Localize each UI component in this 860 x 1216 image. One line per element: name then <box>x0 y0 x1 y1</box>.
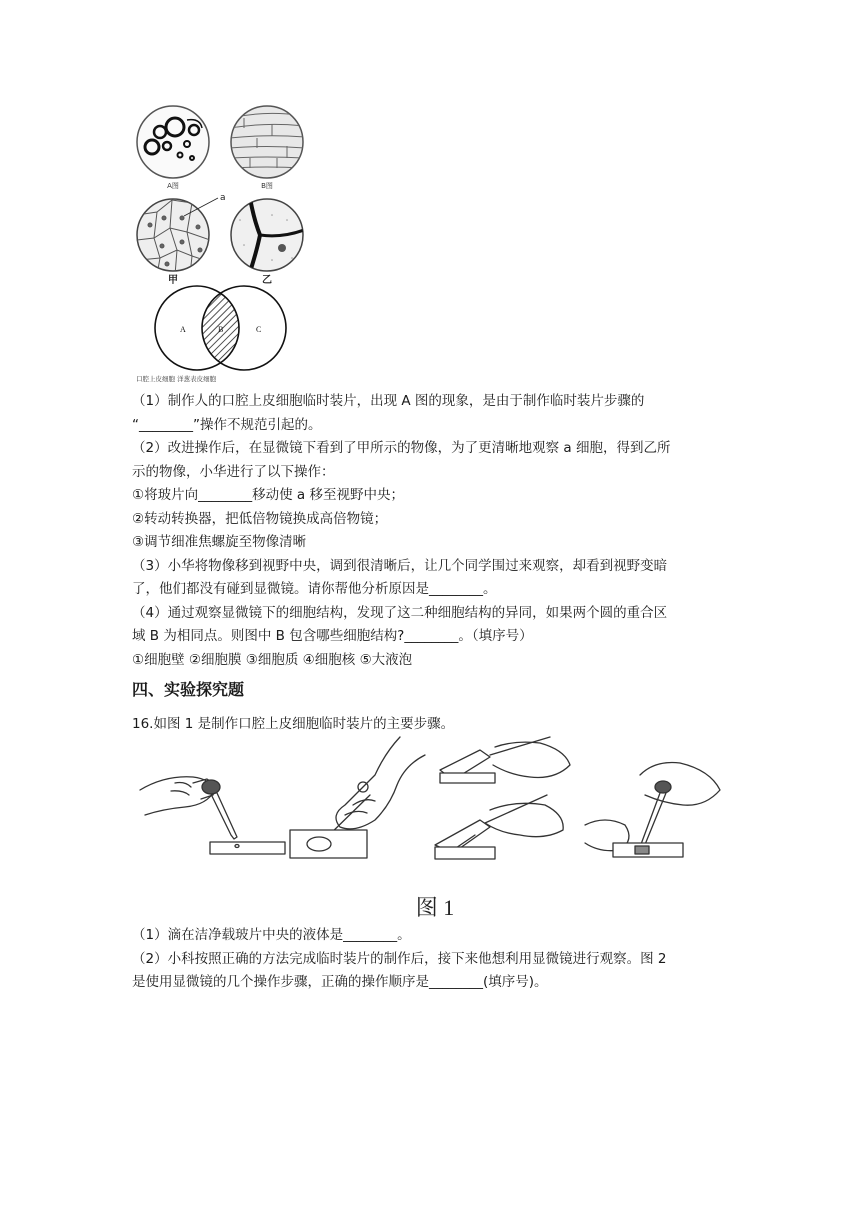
text-line: （2）小科按照正确的方法完成临时装片的制作后，接下来他想利用显微镜进行观察。图 2 <box>132 950 667 967</box>
step-2-toothpick <box>290 737 425 858</box>
text-line: （3）小华将物像移到视野中央，调到很清晰后，让几个同学围过来观察，却看到视野变暗 <box>132 557 668 574</box>
figure-1 <box>135 735 735 925</box>
venn-diagram <box>155 286 286 370</box>
question-15-text <box>132 390 732 672</box>
microscope-figure <box>132 100 307 390</box>
venn-label-c: C <box>256 325 262 334</box>
text-line: （1）滴在洁净载玻片中央的液体是________。 <box>132 927 411 943</box>
view-a-circle <box>137 106 209 178</box>
label-jia: 甲 <box>168 275 178 286</box>
text-line: 域 B 为相同点。则图中 B 包含哪些细胞结构?________。（填序号） <box>132 628 533 644</box>
figure-1-caption: 图 1 <box>415 895 455 920</box>
text-line: （2）改进操作后，在显微镜下看到了甲所示的物像，为了更清晰地观察 a 细胞，得到乙所 <box>132 440 671 456</box>
venn-label-b: B <box>218 325 224 334</box>
text-line: （4）通过观察显微镜下的细胞结构，发现了这二种细胞结构的异同，如果两个圆的重合区 <box>132 604 668 621</box>
text-line: ③调节细准焦螺旋至物像清晰 <box>132 534 307 550</box>
label-yi: 乙 <box>262 275 272 286</box>
question-16-text <box>132 924 732 995</box>
text-line: 了，他们都没有碰到显微镜。请你帮他分析原因是________。 <box>132 581 497 597</box>
view-yi-circle <box>231 198 304 272</box>
text-line: 示的物像，小华进行了以下操作： <box>132 463 335 480</box>
label-b-figure: B图 <box>261 182 273 190</box>
step-4-stain <box>585 763 720 858</box>
step-3-coverslip <box>435 737 570 859</box>
venn-label-a: A <box>180 325 186 334</box>
text-line: ①细胞壁 ②细胞膜 ③细胞质 ④细胞核 ⑤大液泡 <box>132 651 413 668</box>
section-heading: 四、实验探究题 <box>132 680 245 699</box>
text-line: （1）制作人的口腔上皮细胞临时装片，出现 A 图的现象，是由于制作临时装片步骤的 <box>132 393 645 409</box>
text-line: ①将玻片向________移动使 a 移至视野中央； <box>132 487 404 503</box>
text-line: 是使用显微镜的几个操作步骤，正确的操作顺序是________(填序号)。 <box>132 974 548 990</box>
text-line: ②转动转换器，把低倍物镜换成高倍物镜； <box>132 510 388 527</box>
step-1-drop-liquid <box>140 777 285 854</box>
view-jia-circle <box>137 198 218 275</box>
label-small-a: a <box>220 193 226 203</box>
label-a-figure: A图 <box>167 182 179 190</box>
venn-caption: 口腔上皮细胞 洋葱表皮细胞 <box>136 375 217 383</box>
text-line: “________”操作不规范引起的。 <box>132 416 322 433</box>
view-b-circle <box>230 106 304 178</box>
question-16-stem: 16.如图 1 是制作口腔上皮细胞临时装片的主要步骤。 <box>132 716 455 732</box>
